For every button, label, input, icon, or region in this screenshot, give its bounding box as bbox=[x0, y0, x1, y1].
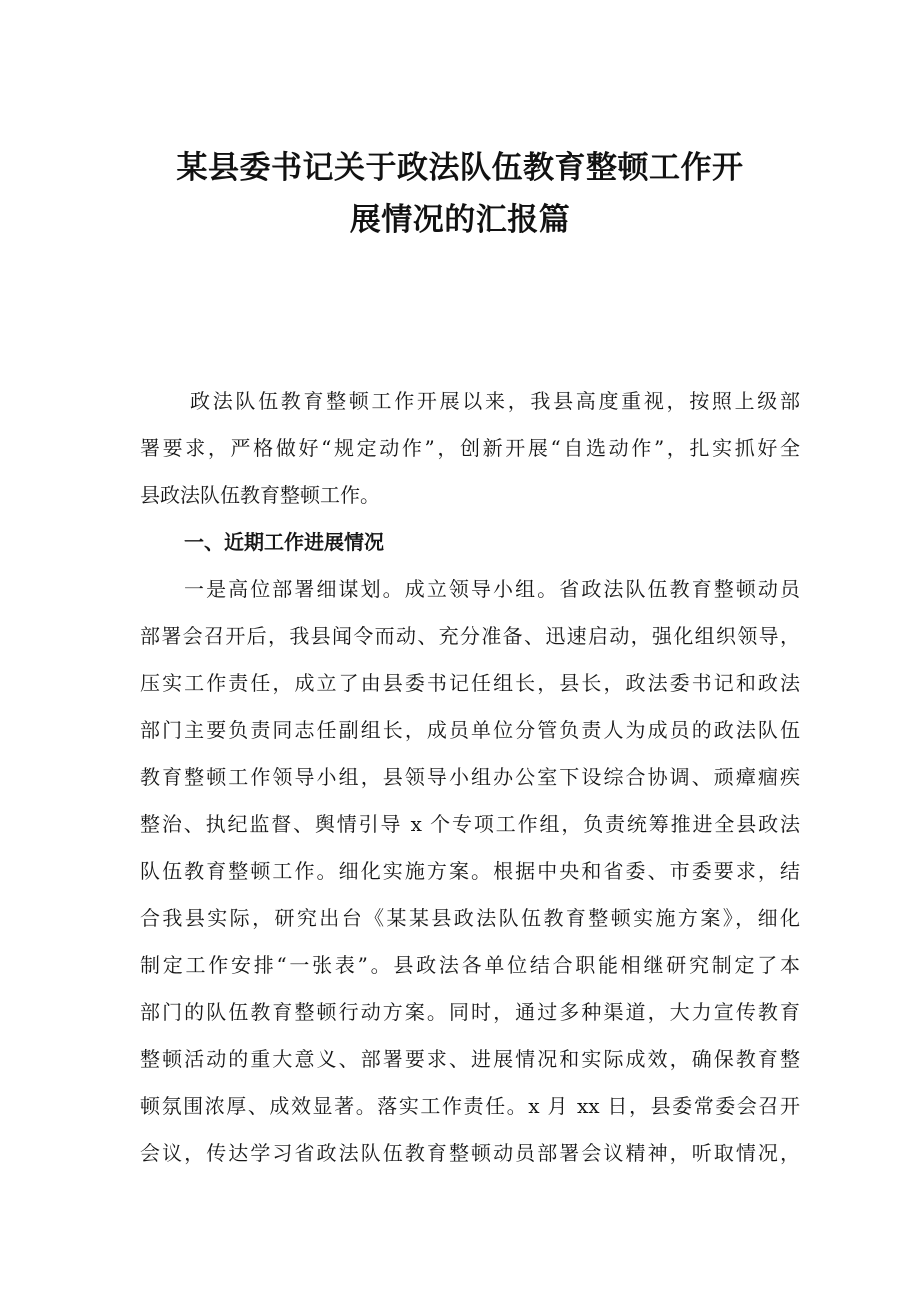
title-line-1: 某县委书记关于政法队伍教育整顿工作开 bbox=[176, 150, 744, 186]
paragraph-line-6: 整治、执纪监督、舆情引导 x 个专项工作组，负责统筹推进全县政法 bbox=[140, 812, 800, 836]
paragraph-line-5: 教育整顿工作领导小组，县领导小组办公室下设综合协调、顽瘴痼疾 bbox=[140, 765, 800, 789]
document-title bbox=[140, 142, 780, 246]
paragraph-line-7: 队伍教育整顿工作。细化实施方案。根据中央和省委、市委要求，结 bbox=[140, 859, 800, 883]
intro-line-1: 政法队伍教育整顿工作开展以来，我县高度重视，按照上级部 bbox=[190, 389, 800, 413]
paragraph-line-9: 制定工作安排“一张表”。县政法各单位结合职能相继研究制定了本 bbox=[140, 953, 800, 977]
paragraph-line-4: 部门主要负责同志任副组长，成员单位分管负责人为成员的政法队伍 bbox=[140, 718, 800, 742]
intro-line-3: 县政法队伍教育整顿工作。 bbox=[140, 483, 380, 507]
paragraph-line-2: 部署会召开后，我县闻令而动、充分准备、迅速启动，强化组织领导， bbox=[140, 624, 800, 648]
paragraph-line-1: 一是高位部署细谋划。成立领导小组。省政法队伍教育整顿动员 bbox=[184, 577, 800, 601]
section-heading: 一、近期工作进展情况 bbox=[184, 530, 384, 554]
title-line-2: 展情况的汇报篇 bbox=[349, 202, 571, 238]
paragraph-line-13: 会议，传达学习省政法队伍教育整顿动员部署会议精神，听取情况， bbox=[140, 1141, 800, 1165]
paragraph-line-12: 顿氛围浓厚、成效显著。落实工作责任。x 月 xx 日，县委常委会召开 bbox=[140, 1094, 800, 1118]
paragraph-line-10: 部门的队伍教育整顿行动方案。同时，通过多种渠道，大力宣传教育 bbox=[140, 1000, 800, 1024]
paragraph-line-3: 压实工作责任，成立了由县委书记任组长，县长，政法委书记和政法 bbox=[140, 671, 800, 695]
document-body bbox=[140, 378, 800, 1177]
paragraph-line-11: 整顿活动的重大意义、部署要求、进展情况和实际成效，确保教育整 bbox=[140, 1047, 800, 1071]
paragraph-line-8: 合我县实际，研究出台《某某县政法队伍教育整顿实施方案》，细化 bbox=[140, 906, 800, 930]
intro-line-2: 署要求，严格做好“规定动作”，创新开展“自选动作”，扎实抓好全 bbox=[140, 436, 800, 460]
